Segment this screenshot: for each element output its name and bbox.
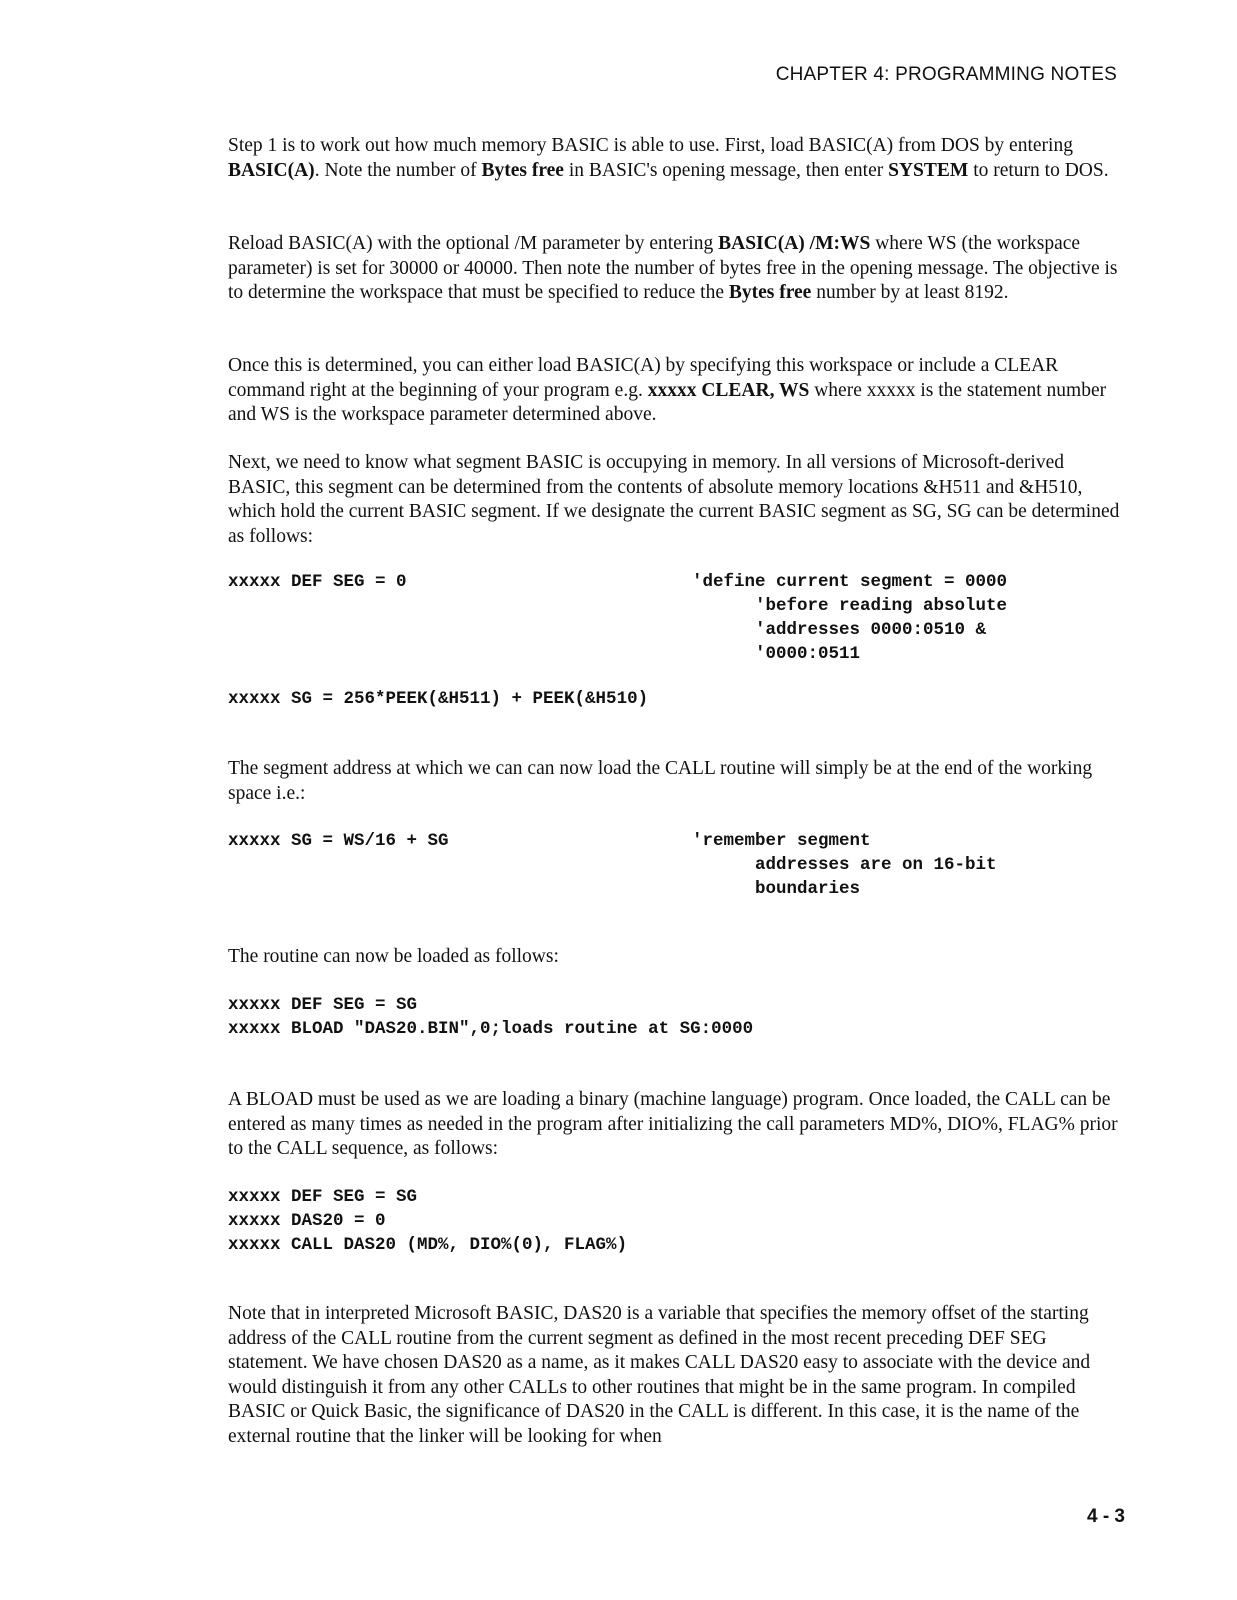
bytes-free-term: Bytes free: [728, 282, 812, 304]
page-number: 4 - 3: [1086, 1506, 1125, 1527]
paragraph-step1: Step 1 is to work out how much memory BASIC is able to use. First, load BASIC(A) from DOS by entering BASIC(A). Note the number of Bytes free in BASIC's opening message, then enter SYSTEM to return to DOS.: [228, 135, 1109, 181]
chapter-header: CHAPTER 4: PROGRAMMING NOTES: [775, 64, 1117, 85]
paragraph-bload: A BLOAD must be used as we are loading a binary (machine language) program. Once loaded, the CALL can be entered as many times as needed in the program after initializing the call parameters MD%, DIO%, FLAG% prior to the CALL sequence, as follows:: [228, 1089, 1118, 1160]
cmd-basica: BASIC(A): [228, 159, 315, 181]
paragraph-call-address: The segment address at which we can can now load the CALL routine will simply be at the end of the working space i.e.:: [228, 758, 1093, 804]
paragraph-das20-note: Note that in interpreted Microsoft BASIC, DAS20 is a variable that specifies the memory offset of the starting address of the CALL routine from the current segment as defined in the most recent preceding DEF SEG statement. We have chosen DAS20 as a name, as it makes CALL DAS20 easy to associate with the device and would distinguish it from any other CALLs to other routines that might be in the same program. In compiled BASIC or Quick Basic, the significance of DAS20 in the CALL is different. In this case, it is the name of the external routine that the linker will be looking for when: [228, 1303, 1091, 1447]
cmd-basica-m: BASIC(A) /M:WS: [718, 233, 871, 254]
paragraph-routine-load: The routine can now be loaded as follows:: [228, 946, 559, 967]
code-block: xxxxx DEF SEG = SG xxxxx DAS20 = 0 xxxxx CALL DAS20 (MD%, DIO%(0), FLAG%): [228, 1187, 628, 1255]
code-comment-block: 'remember segment addresses are on 16-bit boundaries: [692, 831, 997, 899]
code-line: xxxxx SG = WS/16 + SG: [228, 831, 449, 851]
code-comment-block: 'define current segment = 0000 'before reading absolute 'addresses 0000:0510 & '0000:0511: [692, 572, 1008, 664]
code-line: xxxxx SG = 256*PEEK(&H511) + PEEK(&H510): [228, 689, 649, 709]
paragraph-clear: Once this is determined, you can either load BASIC(A) by specifying this workspace or include a CLEAR command right at the beginning of your program e.g. xxxxx CLEAR, WS where xxxxx is the statement number and WS is the workspace parameter determined above.: [228, 355, 1107, 426]
code-line: xxxxx DEF SEG = 0: [228, 572, 407, 592]
bytes-free-term: Bytes free: [481, 159, 564, 181]
paragraph-reload: Reload BASIC(A) with the optional /M parameter by entering BASIC(A) /M:WS where WS (the workspace parameter) is set for 30000 or 40000. Then note the number of bytes free in the opening message. The objective is to determine the workspace that must be specified to reduce the Bytes free number by at least 8192.: [228, 233, 1118, 304]
cmd-clear: xxxxx CLEAR, WS: [647, 379, 810, 401]
cmd-system: SYSTEM: [888, 159, 969, 181]
paragraph-segment: Next, we need to know what segment BASIC is occupying in memory. In all versions of Microsoft-derived BASIC, this segment can be determined from the contents of absolute memory locations &H511 and &H510, which hold the current BASIC segment. If we designate the current BASIC segment as SG, SG can be determined as follows:: [228, 452, 1120, 547]
code-block: xxxxx DEF SEG = SG xxxxx BLOAD "DAS20.BIN",0;loads routine at SG:0000: [228, 995, 754, 1039]
